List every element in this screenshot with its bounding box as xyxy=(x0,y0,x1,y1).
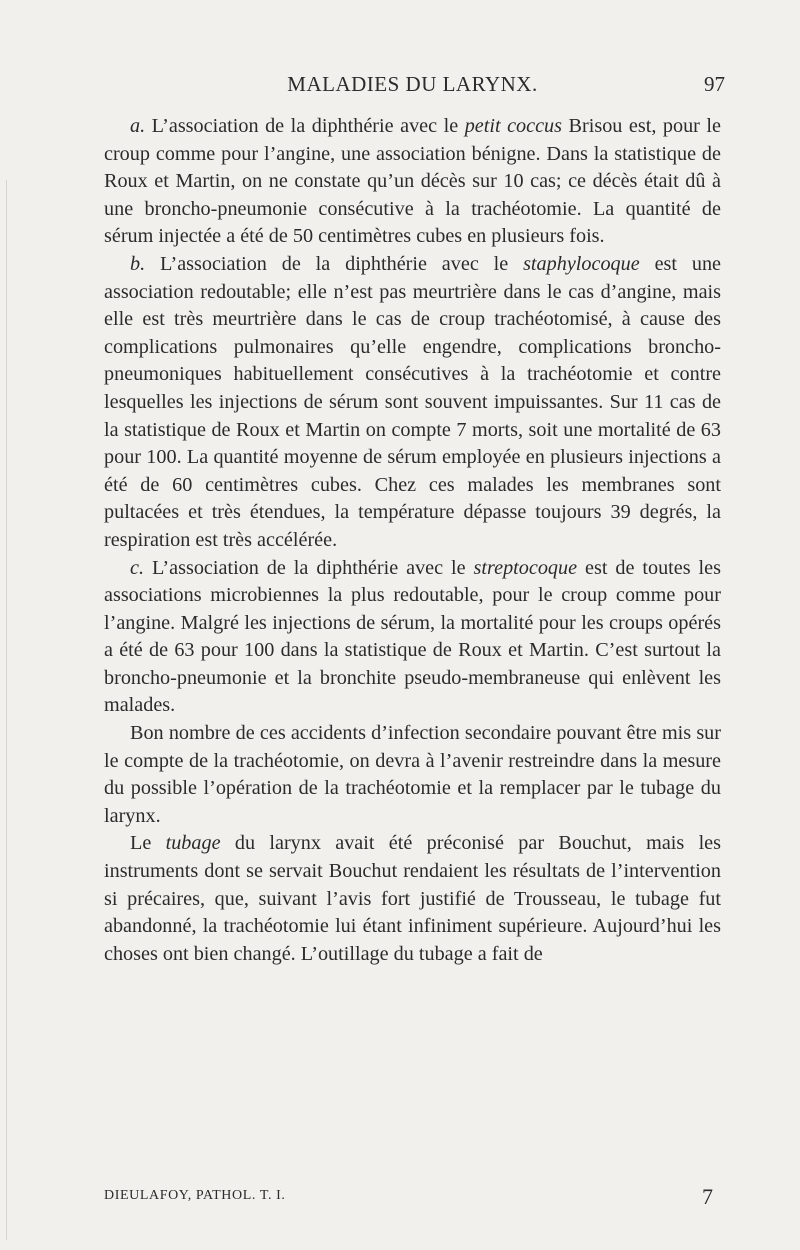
paragraph-a xyxy=(104,113,721,251)
paragraph-c-italic-term: streptocoque xyxy=(473,556,578,579)
paragraph-a-italic-term: petit coccus xyxy=(464,115,563,137)
page-edge-shadow xyxy=(6,180,7,1240)
paragraph-a-label: a. xyxy=(130,115,146,137)
paragraph-c-text-1: L’association de la diphthérie avec le xyxy=(144,556,474,579)
paragraph-e-italic-term: tubage xyxy=(165,832,221,855)
paragraph-c xyxy=(104,555,721,721)
paragraph-d: Bon nombre de ces accidents d’infection secondaire pouvant être mis sur le compte de la trachéotomie, on devra à l’avenir restreindre dans la mesure du possible l’opération de la trachéotomie et la remplacer par le tubage du larynx. xyxy=(104,722,721,827)
page-header xyxy=(100,72,725,104)
paragraph-b-label: b. xyxy=(130,252,146,275)
signature-mark: 7 xyxy=(702,1184,713,1209)
body-text xyxy=(104,113,721,968)
paragraph-a-text-1: L’association de la diphthérie avec le xyxy=(145,115,465,137)
paragraph-a-text-2: Brisou est, pour le croup comme pour l’angine, une association bénigne. Dans la statistique de Roux et Martin, on ne constate qu’un décès sur 10 cas; ce décès était dû à une broncho-pneumonie consécutive à la trachéotomie. La quantité de sérum injectée a été de 50 centimètres cubes en plusieurs fois. xyxy=(104,115,721,248)
paragraph-b-italic-term: staphylocoque xyxy=(523,252,640,275)
paragraph-e-text-1: du larynx avait été préconisé par Bouchut, mais les instruments dont se servait Bouchut rendaient les résultats de l’intervention si précaires, que, suivant l’avis fort justifié de Trousseau, le tubage fut abandonné, la trachéotomie lui étant infiniment supérieure. Aujourd’hui les choses ont bien changé. L’outillage du tubage a fait de xyxy=(104,832,722,965)
paragraph-e-text-0: Le xyxy=(130,832,166,855)
paragraph-e xyxy=(104,830,721,968)
page-footer xyxy=(104,1184,721,1212)
paragraph-c-label: c. xyxy=(130,556,145,579)
printer-signature: DIEULAFOY, PATHOL. T. I. xyxy=(104,1188,286,1203)
paragraph-b-text-1: L’association de la diphthérie avec le xyxy=(145,252,524,275)
page-number: 97 xyxy=(704,72,725,96)
paragraph-b-text-2: est une association redoutable; elle n’est pas meurtrière dans le cas d’angine, mais elle est très meurtrière dans le cas de croup trachéotomisé, à cause des complications pulmonaires qu’elle engendre, complications broncho-pneumoniques habituellement consécutives à la trachéotomie et contre lesquelles les injections de sérum sont souvent impuissantes. Sur 11 cas de la statistique de Roux et Martin on compte 7 morts, soit une mortalité de 63 pour 100. La quantité moyenne de sérum employée en plusieurs injections a été de 60 centimètres cubes. Chez ces malades les membranes sont pultacées et très étendues, la température dépasse toujours 39 degrés, la respiration est très accélérée. xyxy=(104,252,721,551)
paragraph-c-text-2: est de toutes les associations microbiennes la plus redoutable, pour le croup comme pour l’angine. Malgré les injections de sérum, la mortalité pour les croups opérés a été de 63 pour 100 dans la statistique de Roux et Martin. C’est surtout la broncho-pneumonie et la bronchite pseudo-membraneuse qui enlèvent les malades. xyxy=(104,556,721,717)
running-title: MALADIES DU LARYNX. xyxy=(287,72,538,96)
paragraph-b xyxy=(104,251,721,555)
